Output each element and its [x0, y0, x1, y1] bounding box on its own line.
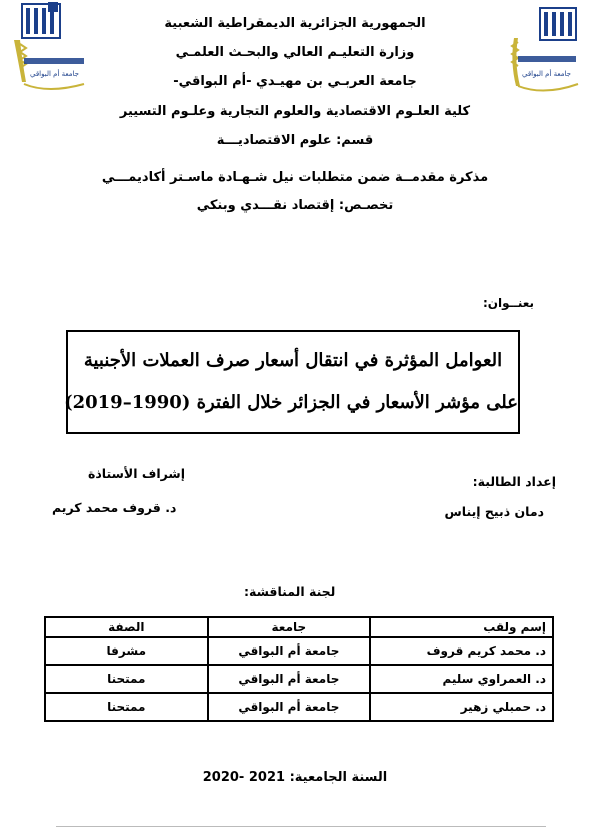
student-name: دمان ذبيح إيناس: [444, 504, 544, 519]
faculty-line: كلية العلـوم الاقتصادية والعلوم التجارية وعلـوم التسيير: [119, 104, 471, 119]
member-university: جامعة أم البواقي: [208, 665, 371, 693]
committee-header-row: [45, 617, 553, 637]
logo-right-caption: جامعة أم البواقي: [522, 70, 571, 78]
committee-heading: لجنة المناقشة:: [244, 584, 336, 599]
department-line: قسم: علوم الاقتصاديـــة: [216, 133, 374, 148]
member-name: د. حمبلي زهير: [370, 693, 553, 721]
member-role: مشرفا: [45, 637, 208, 665]
university-line: جامعة العربـي بن مهيـدي -أم البواقي-: [173, 74, 417, 89]
member-role: ممتحنا: [45, 693, 208, 721]
member-university: جامعة أم البواقي: [208, 637, 371, 665]
table-row: [45, 637, 553, 665]
thesis-title-line-2: على مؤشر الأسعار في الجزائر خلال الفترة (1990–2019): [64, 392, 518, 413]
thesis-title-line-1: العوامل المؤثرة في انتقال أسعار صرف العملات الأجنبية: [83, 350, 503, 371]
thesis-title-box: [66, 330, 520, 434]
member-name: د. العمراوي سليم: [370, 665, 553, 693]
member-university: جامعة أم البواقي: [208, 693, 371, 721]
title-label: بعنــوان:: [482, 296, 534, 310]
logo-left-caption: جامعة أم البواقي: [30, 70, 79, 78]
ministry-line: وزارة التعليـم العالي والبحـث العلمـي: [175, 45, 415, 60]
thesis-note: مذكرة مقدمــة ضمن متطلبات نيل شـهـادة ماسـتر أكاديمـــي: [101, 170, 489, 185]
column-header-role: الصفة: [45, 617, 208, 637]
republic-line: الجمهورية الجزائرية الديمقراطية الشعبية: [164, 16, 426, 31]
column-header-university: جامعة: [208, 617, 371, 637]
specialty-line: تخصـص: إقتصاد نقـــدي وبنكي: [196, 198, 394, 213]
academic-year-value: 2020- 2021: [202, 770, 286, 785]
supervisor-label: إشراف الأستاذة: [88, 466, 185, 481]
table-row: [45, 693, 553, 721]
table-row: [45, 665, 553, 693]
column-header-name: إسم ولقب: [370, 617, 553, 637]
supervisor-name: د. قروف محمد كريم: [52, 500, 177, 515]
academic-year-label: السنة الجامعية:: [289, 770, 388, 785]
student-label: إعداد الطالبة:: [472, 474, 556, 489]
page-bottom-rule: [56, 826, 546, 827]
member-name: د. محمد كريم قروف: [370, 637, 553, 665]
academic-year: [0, 770, 590, 785]
committee-table: [44, 616, 554, 722]
member-role: ممتحنا: [45, 665, 208, 693]
